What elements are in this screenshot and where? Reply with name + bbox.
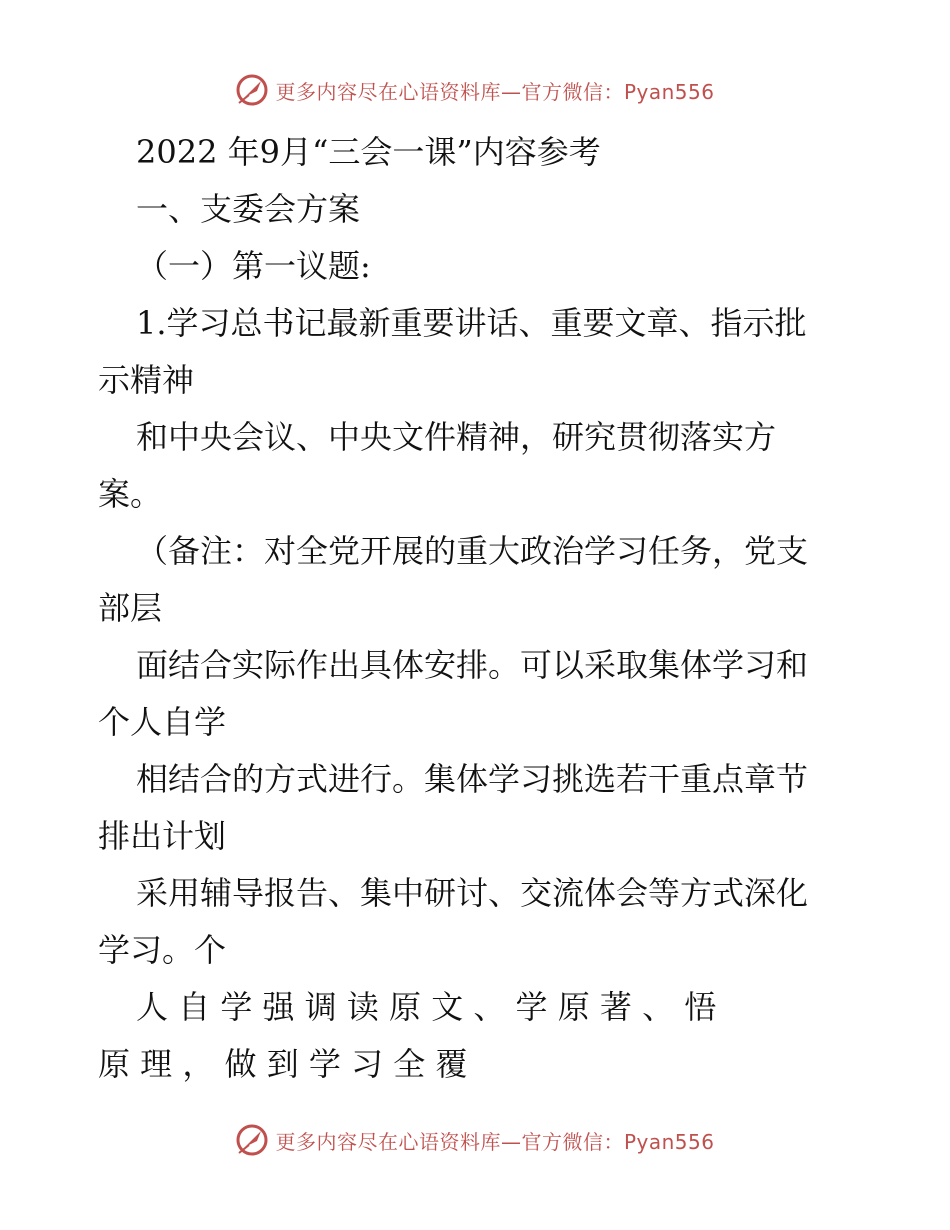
paragraph-line: 排出计划 [98,817,227,855]
paragraph-line: （备注：对全党开展的重大政治学习任务，党支 [136,532,809,570]
subsection-heading: （一）第一议题: [136,247,371,285]
paragraph-line: 原 理 ， 做 到 学 习 全 覆 [98,1045,468,1083]
paragraph-line: 案。 [98,475,163,513]
paragraph-line: 和中央会议、中央文件精神，研究贯彻落实方 [136,418,777,456]
section-heading: 一、支委会方案 [136,190,361,228]
paragraph-line: 学习。个 [98,931,227,969]
paragraph-line: 个人自学 [98,703,227,741]
feather-logo-icon [235,73,269,107]
watermark-text: 更多内容尽在心语资料库—官方微信：Pyan556 [275,79,715,104]
paragraph-line: 面结合实际作出具体安排。可以采取集体学习和 [136,646,809,684]
paragraph-line: 1.学习总书记最新重要讲话、重要文章、指示批 [136,304,807,342]
paragraph-line: 采用辅导报告、集中研讨、交流体会等方式深化 [136,874,809,912]
paragraph-line: 部层 [98,589,163,627]
paragraph-line: 相结合的方式进行。集体学习挑选若干重点章节 [136,760,809,798]
watermark-banner-top [0,70,950,110]
paragraph-line: 示精神 [98,361,195,399]
paragraph-line: 人 自 学 强 调 读 原 文 、 学 原 著 、 悟 [136,988,717,1026]
document-body [98,124,858,1093]
watermark-banner-bottom [0,1120,950,1160]
feather-logo-icon [235,1123,269,1157]
watermark-text: 更多内容尽在心语资料库—官方微信：Pyan556 [275,1129,715,1154]
document-title: 2022 年9月“三会一课”内容参考 [136,133,601,171]
